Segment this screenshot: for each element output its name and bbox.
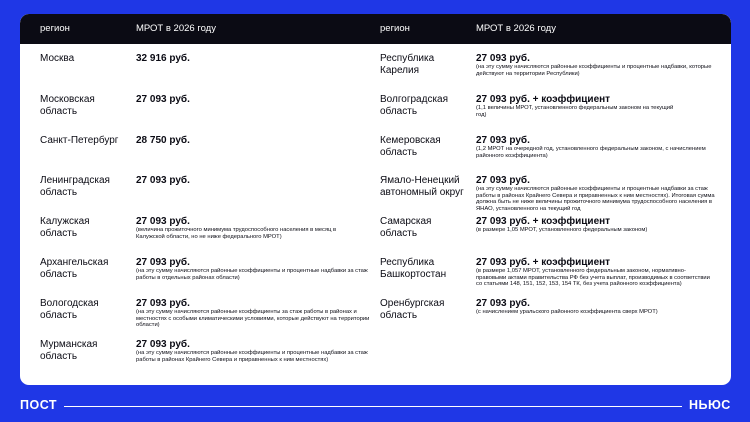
left-row-region: Ленинградская область [40,175,110,198]
left-row-value: 27 093 руб. [136,298,190,309]
left-row-region: Мурманская область [40,339,98,362]
right-row-value: 27 093 руб. + коэффициент [476,216,611,227]
brand-left: ПОСТ [20,398,58,412]
header-region-left: регион [40,23,70,34]
right-row-note: (с начислением уральского районного коэффициента сверх МРОТ) [476,309,658,315]
right-row-region: Республика Башкортостан [380,257,447,280]
right-row-value: 27 093 руб. [476,53,530,64]
left-row-region: Архангельская область [40,257,109,280]
left-row-value: 27 093 руб. [136,175,190,186]
right-row-note: (1,1 величины МРОТ, установленного федеральным законом на текущий год) [476,105,674,118]
left-row-value: 27 093 руб. [136,257,190,268]
brand-right: НЬЮС [689,398,731,412]
left-row-region: Калужская область [40,216,90,239]
right-row-value: 27 093 руб. [476,175,530,186]
right-row-note: (на эту сумму начисляются районные коэффициенты и процентные надбавки за стаж работы в районах Крайнего Севера и приравненных к ним местностях). Итоговая сумма должна быть не ниже величины прожиточного минимума трудоспособного населения в ЯНАО, установленного на текущий год [476,186,715,212]
right-row-value: 27 093 руб. [476,298,530,309]
left-row-value: 27 093 руб. [136,339,190,350]
footer-divider [64,406,682,407]
table-header [20,14,731,44]
right-row-region: Ямало-Ненецкий автономный округ [380,175,464,198]
left-row-region: Московская область [40,94,95,117]
right-row-region: Республика Карелия [380,53,435,76]
header-value-left: МРОТ в 2026 году [136,23,216,34]
right-row-value: 27 093 руб. + коэффициент [476,257,611,268]
left-row-note: (на эту сумму начисляются районные коэффициенты за стаж работы в районах и местностях с особыми климатическими условиями, которые действуют на территории области) [136,309,370,329]
left-row-note: (на эту сумму начисляются районные коэффициенты и процентные надбавки за стаж работы в районах Крайнего Севера и приравненных к ним местностях) [136,350,368,363]
right-row-region: Волгоградская область [380,94,449,117]
right-row-region: Самарская область [380,216,432,239]
right-row-region: Кемеровская область [380,135,441,158]
left-row-region: Санкт-Петербург [40,135,119,146]
mrot-table-card [20,14,731,385]
left-row-note: (величина прожиточного минимума трудоспособного населения в месяц в Калужской области, но не ниже федерального МРОТ) [136,227,337,240]
right-row-note: (в размере 1,05 МРОТ, установленного федеральным законом) [476,227,648,233]
header-region-right: регион [380,23,410,34]
left-row-region: Вологодская область [40,298,99,321]
left-row-value: 32 916 руб. [136,53,190,64]
header-value-right: МРОТ в 2026 году [476,23,556,34]
left-row-region: Москва [40,53,75,64]
left-row-value: 28 750 руб. [136,135,190,146]
right-row-region: Оренбургская область [380,298,445,321]
right-row-note: (в размере 1,057 МРОТ, установленного федеральным законом, нормативно-правовыми актами правительства РФ без учета выплат, производимых в соответствии со статьями 148, 151, 152, 153, 154 ТК, без учета районного коэффициента) [476,268,710,288]
right-row-value: 27 093 руб. + коэффициент [476,94,611,105]
right-row-note: (на эту сумму начисляются районные коэффициенты и процентные надбавки, которые действуют на территории Республики) [476,64,712,77]
right-row-value: 27 093 руб. [476,135,530,146]
footer-bar [0,388,750,422]
right-row-note: (1,2 МРОТ на очередной год, установленного федеральным законом, с начислением районного коэффициента) [476,146,706,159]
left-row-value: 27 093 руб. [136,216,190,227]
left-row-note: (на эту сумму начисляются районные коэффициенты и процентные надбавки за стаж работы в отдельных районах области) [136,268,368,281]
left-row-value: 27 093 руб. [136,94,190,105]
